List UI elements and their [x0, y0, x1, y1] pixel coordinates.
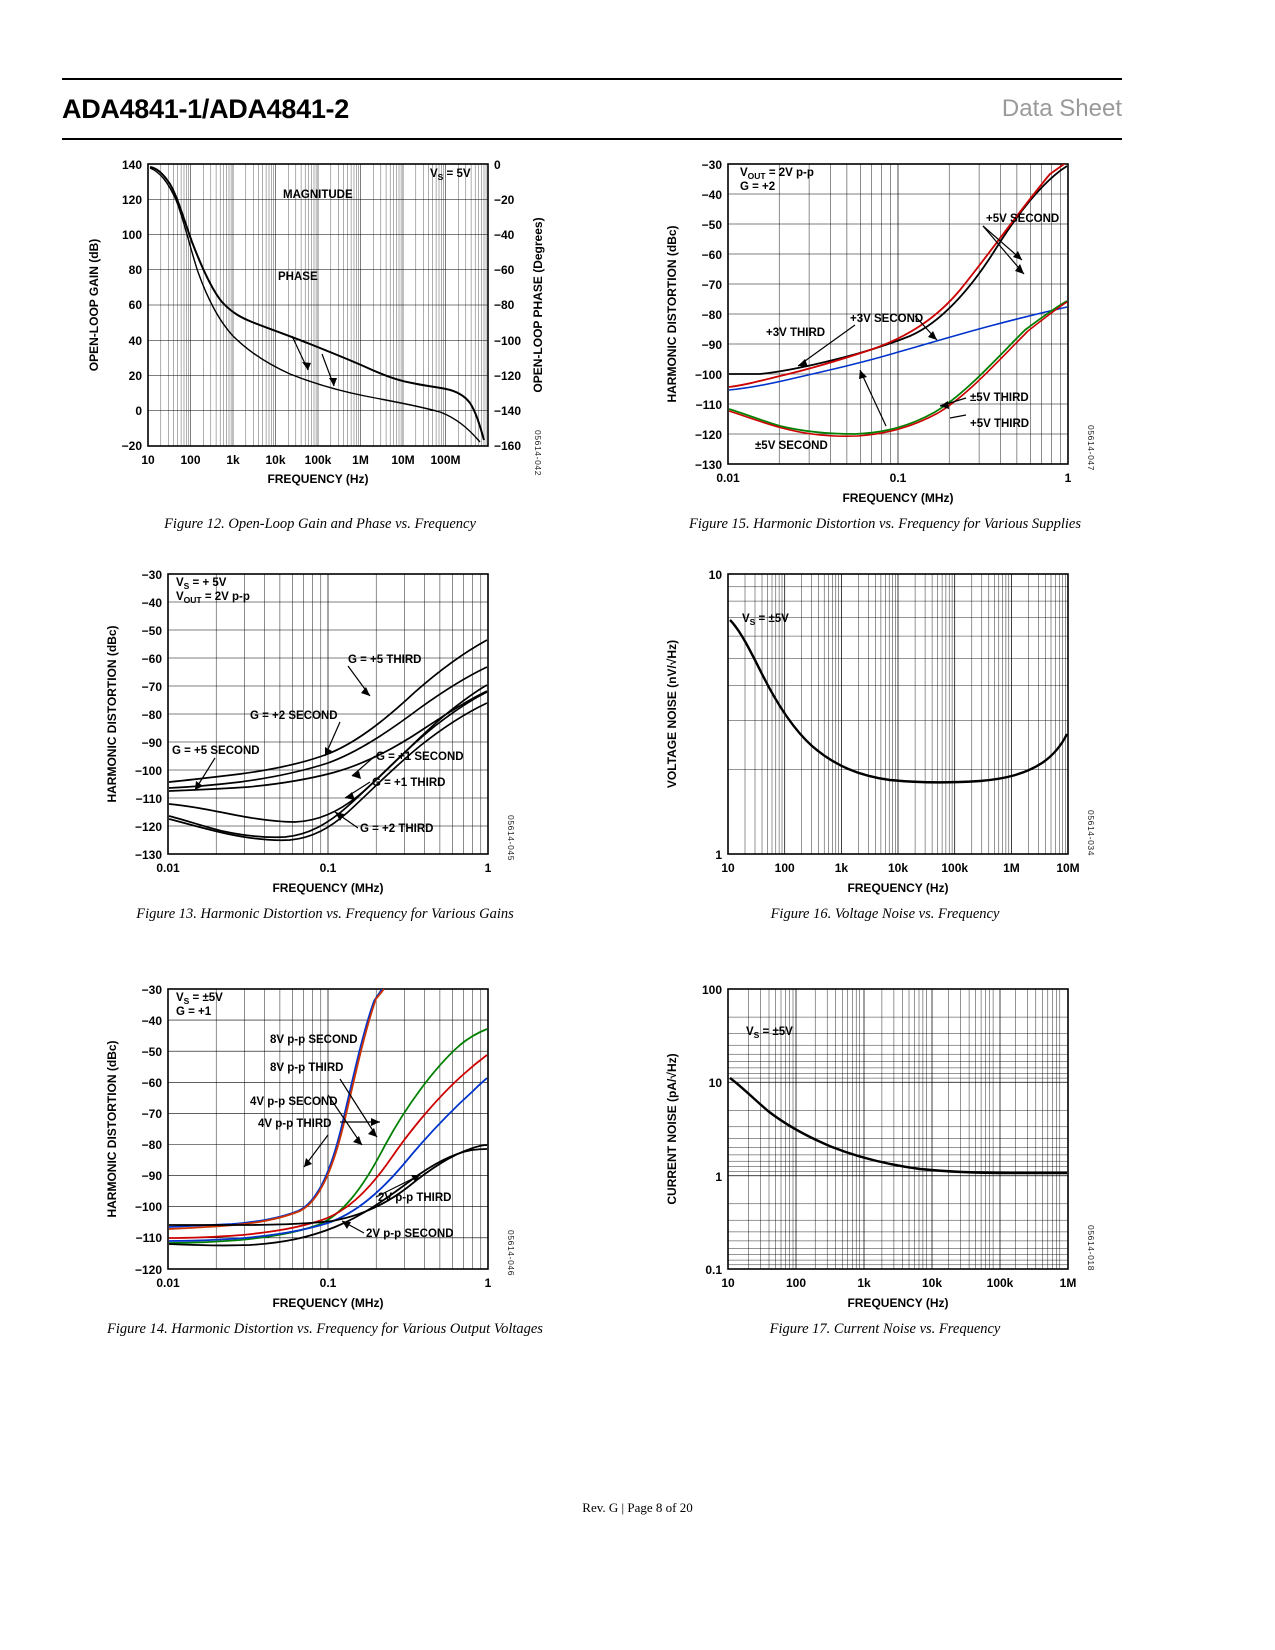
fig14-x-title: FREQUENCY (MHz) [272, 1296, 384, 1310]
figure-12 [70, 150, 570, 533]
svg-text:1: 1 [484, 1276, 492, 1290]
svg-text:−60: −60 [141, 652, 162, 666]
svg-text:1: 1 [715, 1170, 722, 1184]
figure-15-plot [650, 150, 1120, 510]
svg-text:10: 10 [141, 453, 155, 467]
svg-text:−70: −70 [141, 1107, 162, 1121]
fig13-vout-label: $V_{OUT} = 2V$ p-p [176, 591, 250, 605]
svg-text:10k: 10k [921, 1276, 943, 1290]
svg-text:10k: 10k [265, 453, 286, 467]
svg-text:100k: 100k [941, 861, 969, 875]
fig12-phase-label: PHASE [278, 271, 318, 283]
svg-text:−100: −100 [134, 764, 162, 778]
svg-text:40: 40 [128, 334, 142, 348]
svg-text:−120: −120 [694, 428, 722, 442]
svg-text:1: 1 [1064, 471, 1072, 485]
fig14-4v-third-label: 4V p-p THIRD [258, 1118, 332, 1130]
document-type-label: Data Sheet [1001, 95, 1122, 122]
svg-text:−160: −160 [494, 439, 522, 453]
svg-text:0.1: 0.1 [705, 1263, 722, 1277]
figure-16-caption: Figure 16. Voltage Noise vs. Frequency [770, 906, 1000, 922]
svg-text:1k: 1k [226, 453, 240, 467]
svg-text:−90: −90 [701, 338, 722, 352]
svg-text:10: 10 [708, 568, 722, 582]
svg-text:−110: −110 [135, 1231, 162, 1245]
svg-text:−60: −60 [141, 1076, 162, 1090]
svg-text:−30: −30 [141, 568, 162, 582]
svg-text:−100: −100 [494, 334, 522, 348]
fig13-g5-third-label: G = +5 THIRD [348, 654, 422, 666]
svg-text:0: 0 [494, 158, 501, 172]
svg-text:0.01: 0.01 [716, 471, 740, 485]
fig14-4v-second-label: 4V p-p SECOND [250, 1096, 338, 1108]
svg-text:10: 10 [721, 861, 735, 875]
fig14-2v-third-label: 2V p-p THIRD [378, 1192, 452, 1204]
svg-text:−80: −80 [141, 1138, 162, 1152]
svg-text:−120: −120 [494, 369, 522, 383]
fig13-vs-label: $V_S$ = + 5V [176, 577, 227, 591]
fig13-g5-second-label: G = +5 SECOND [172, 745, 260, 757]
svg-text:1M: 1M [352, 453, 369, 467]
svg-text:120: 120 [121, 193, 142, 207]
figure-12-caption: Figure 12. Open-Loop Gain and Phase vs. Frequency [164, 516, 476, 532]
figure-15-id-code: 05614-047 [1086, 425, 1096, 472]
svg-text:10: 10 [721, 1276, 735, 1290]
fig12-y-title: OPEN-LOOP GAIN (dB) [87, 238, 101, 372]
fig15-plus3v-third-label: +3V THIRD [766, 327, 826, 339]
svg-text:−110: −110 [695, 398, 722, 412]
svg-text:0: 0 [135, 404, 142, 418]
fig13-g2-second-label: G = +2 SECOND [250, 710, 338, 722]
page-footer: Rev. G | Page 8 of 20 [582, 1500, 693, 1515]
svg-text:10: 10 [708, 1076, 722, 1090]
svg-text:1k: 1k [834, 861, 849, 875]
figure-16 [650, 560, 1120, 923]
svg-text:−30: −30 [701, 158, 722, 172]
fig13-y-title: HARMONIC DISTORTION (dBc) [105, 625, 119, 803]
svg-text:1k: 1k [857, 1276, 871, 1290]
figure-14-plot [90, 975, 560, 1315]
svg-text:−80: −80 [701, 308, 722, 322]
svg-text:−30: −30 [141, 983, 162, 997]
fig15-gain-label: G = +2 [740, 181, 776, 193]
fig15-y-title: HARMONIC DISTORTION (dBc) [665, 225, 679, 403]
fig14-8v-third-label: 8V p-p THIRD [270, 1062, 344, 1074]
svg-text:−130: −130 [134, 848, 162, 862]
figure-16-id-code: 05614-034 [1086, 810, 1096, 857]
fig12-x-title: FREQUENCY (Hz) [267, 472, 369, 486]
fig17-x-title: FREQUENCY (Hz) [847, 1296, 949, 1310]
svg-text:−140: −140 [494, 404, 522, 418]
fig15-plus5v-third-label: +5V THIRD [970, 418, 1030, 430]
svg-text:−70: −70 [141, 680, 162, 694]
svg-text:10k: 10k [887, 861, 909, 875]
figure-17 [650, 975, 1120, 1338]
figure-13-plot [90, 560, 560, 900]
page-title: ADA4841-1/ADA4841-2 [62, 93, 349, 124]
svg-text:−80: −80 [141, 708, 162, 722]
harmonic-distortion-output-voltages-chart [90, 975, 560, 1315]
figure-17-id-code: 05614-018 [1086, 1225, 1096, 1272]
figure-16-plot [650, 560, 1120, 900]
svg-text:−60: −60 [701, 248, 722, 262]
fig16-vs-label: $V_S = \pm 5V$ [742, 613, 789, 627]
svg-text:0.1: 0.1 [319, 861, 337, 875]
svg-text:80: 80 [128, 263, 142, 277]
figure-12-id-code: 05614-042 [533, 430, 543, 477]
fig14-y-title: HARMONIC DISTORTION (dBc) [105, 1040, 119, 1218]
svg-text:−90: −90 [141, 1169, 162, 1183]
fig17-y-title: CURRENT NOISE (pA/√Hz) [665, 1053, 679, 1205]
svg-text:100k: 100k [986, 1276, 1014, 1290]
svg-text:10M: 10M [391, 453, 415, 467]
fig13-g1-second-label: G = +1 SECOND [376, 751, 464, 763]
svg-text:100: 100 [180, 453, 201, 467]
fig15-pm5v-third-label: ±5V THIRD [970, 392, 1029, 404]
svg-text:−120: −120 [134, 1263, 162, 1277]
fig12-y2-title: OPEN-LOOP PHASE (Degrees) [531, 217, 545, 393]
svg-text:−50: −50 [141, 1045, 162, 1059]
svg-text:100: 100 [774, 861, 795, 875]
figure-13-id-code: 05614-045 [506, 815, 516, 862]
svg-text:100k: 100k [304, 453, 332, 467]
harmonic-distortion-gains-chart [90, 560, 560, 900]
fig13-x-title: FREQUENCY (MHz) [272, 881, 384, 895]
svg-text:100: 100 [701, 983, 722, 997]
figure-14-id-code: 05614-046 [506, 1230, 516, 1277]
fig15-x-title: FREQUENCY (MHz) [842, 491, 954, 505]
figure-14-caption: Figure 14. Harmonic Distortion vs. Frequency for Various Output Voltages [107, 1321, 543, 1337]
svg-text:−40: −40 [701, 188, 722, 202]
svg-text:0.01: 0.01 [156, 861, 180, 875]
svg-text:−40: −40 [494, 228, 515, 242]
svg-text:1: 1 [715, 848, 722, 862]
figure-15-caption: Figure 15. Harmonic Distortion vs. Frequency for Various Supplies [688, 516, 1081, 532]
harmonic-distortion-supplies-chart [650, 150, 1120, 510]
svg-text:−40: −40 [141, 1014, 162, 1028]
figure-17-plot [650, 975, 1120, 1315]
svg-text:10M: 10M [1056, 861, 1080, 875]
fig12-magnitude-label: MAGNITUDE [283, 189, 353, 201]
figure-12-plot [70, 150, 570, 510]
svg-text:−50: −50 [141, 624, 162, 638]
fig17-vs-label: $V_S = \pm 5V$ [746, 1026, 793, 1040]
svg-text:−90: −90 [141, 736, 162, 750]
fig12-vs-label: $V_S = 5V$ [430, 168, 471, 182]
figure-13-caption: Figure 13. Harmonic Distortion vs. Frequency for Various Gains [136, 906, 514, 922]
fig14-2v-second-label: 2V p-p SECOND [366, 1228, 454, 1240]
svg-text:−120: −120 [134, 820, 162, 834]
svg-text:−130: −130 [694, 458, 722, 472]
open-loop-gain-phase-chart [70, 150, 570, 510]
fig15-plus5v-second-label: +5V SECOND [986, 213, 1060, 225]
svg-text:100: 100 [785, 1276, 807, 1290]
svg-text:1: 1 [484, 861, 492, 875]
fig14-gain-label: G = +1 [176, 1006, 212, 1018]
svg-text:−110: −110 [135, 792, 162, 806]
svg-text:20: 20 [128, 369, 142, 383]
svg-text:0.1: 0.1 [319, 1276, 337, 1290]
svg-text:−50: −50 [701, 218, 722, 232]
svg-text:1M: 1M [1059, 1276, 1077, 1290]
fig15-plus3v-second-label: +3V SECOND [850, 313, 924, 325]
figure-17-caption: Figure 17. Current Noise vs. Frequency [769, 1321, 1001, 1337]
svg-text:−70: −70 [701, 278, 722, 292]
fig16-x-title: FREQUENCY (Hz) [847, 881, 949, 895]
figure-13 [90, 560, 560, 923]
svg-text:−60: −60 [494, 263, 515, 277]
svg-text:100M: 100M [430, 453, 461, 467]
svg-text:−100: −100 [694, 368, 722, 382]
svg-text:0.1: 0.1 [889, 471, 907, 485]
svg-text:−40: −40 [141, 596, 162, 610]
svg-text:−100: −100 [134, 1200, 162, 1214]
fig14-vs-label: $V_S = \pm 5V$ [176, 992, 223, 1006]
svg-text:140: 140 [121, 158, 142, 172]
svg-text:60: 60 [128, 298, 142, 312]
figure-14 [90, 975, 560, 1338]
page-header [62, 78, 1122, 140]
fig15-vout-label: $V_{OUT} = 2V$ p-p [740, 167, 814, 181]
svg-text:0.01: 0.01 [156, 1276, 180, 1290]
fig13-g2-third-label: G = +2 THIRD [360, 823, 434, 835]
fig14-8v-second-label: 8V p-p SECOND [270, 1034, 358, 1046]
voltage-noise-chart [650, 560, 1120, 900]
fig15-pm5v-second-label: ±5V SECOND [755, 440, 828, 452]
svg-text:−80: −80 [494, 298, 515, 312]
figure-15 [650, 150, 1120, 533]
fig13-g1-third-label: G = +1 THIRD [372, 777, 446, 789]
current-noise-chart [650, 975, 1120, 1315]
svg-text:100: 100 [121, 228, 142, 242]
svg-text:1M: 1M [1003, 861, 1020, 875]
fig16-y-title: VOLTAGE NOISE (nV/√Hz) [665, 639, 679, 789]
svg-text:−20: −20 [494, 193, 515, 207]
svg-text:−20: −20 [121, 439, 142, 453]
